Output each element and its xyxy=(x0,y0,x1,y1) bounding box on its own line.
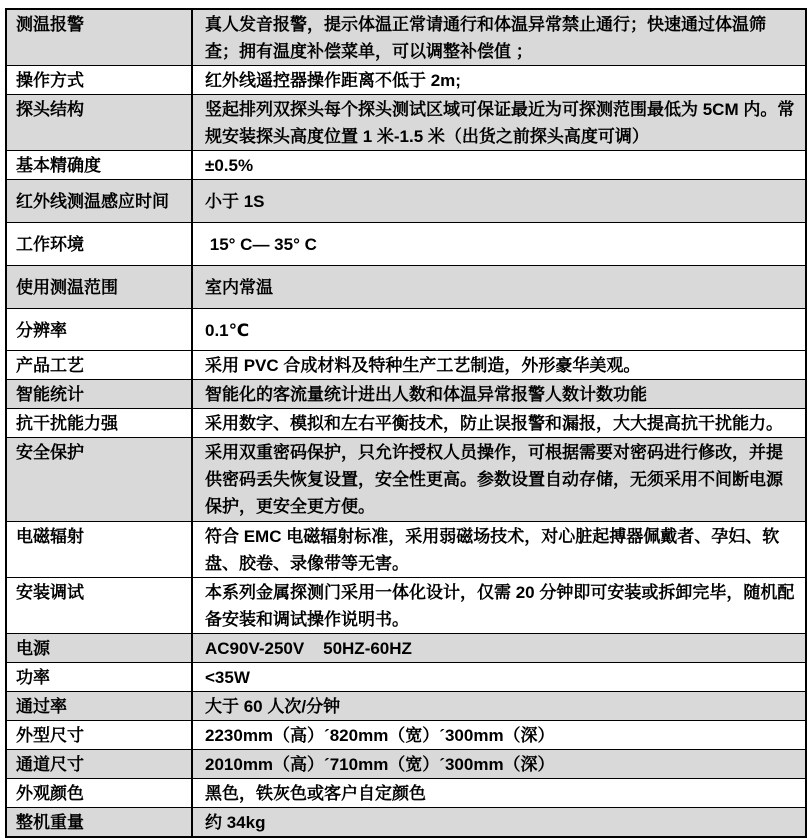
table-row xyxy=(7,380,805,409)
spec-label: 电磁辐射 xyxy=(7,522,193,577)
spec-label: 外观颜色 xyxy=(7,779,193,807)
table-row xyxy=(7,10,805,66)
spec-label: 工作环境 xyxy=(7,223,193,265)
table-row xyxy=(7,692,805,721)
table-row xyxy=(7,223,805,266)
spec-label: 测温报警 xyxy=(7,10,193,65)
spec-label: 功率 xyxy=(7,663,193,691)
spec-label: 分辨率 xyxy=(7,309,193,350)
spec-value: 2010mm（高）´710mm（宽）´300mm（深） xyxy=(205,755,555,774)
spec-value: <35W xyxy=(205,668,250,687)
spec-value: 黑色，铁灰色或客户自定颜色 xyxy=(205,784,426,803)
spec-label: 抗干扰能力强 xyxy=(7,409,193,437)
spec-value: 采用数字、模拟和左右平衡技术，防止误报警和漏报，大大提高抗干扰能力。 xyxy=(205,414,783,433)
spec-value: 2230mm（高）´820mm（宽）´300mm（深） xyxy=(205,726,555,745)
spec-label: 安全保护 xyxy=(7,438,193,521)
spec-label: 安装调试 xyxy=(7,578,193,633)
spec-label: 智能统计 xyxy=(7,380,193,408)
table-row xyxy=(7,438,805,522)
table-row xyxy=(7,180,805,223)
spec-value: 符合 EMC 电磁辐射标准，采用弱磁场技术，对心脏起搏器佩戴者、孕妇、软盘、胶卷、录像带等无害。 xyxy=(205,527,780,573)
spec-value: 智能化的客流量统计进出人数和体温异常报警人数计数功能 xyxy=(205,385,647,404)
spec-label: 电源 xyxy=(7,634,193,662)
spec-value: 0.1℃ xyxy=(205,321,250,340)
spec-value: 本系列金属探测门采用一体化设计，仅需 20 分钟即可安装或拆卸完毕，随机配备安装和调试操作说明书。 xyxy=(205,583,795,629)
table-row xyxy=(7,750,805,779)
spec-value: 15° C— 35° C xyxy=(205,235,317,254)
spec-label: 操作方式 xyxy=(7,66,193,94)
spec-value: 小于 1S xyxy=(205,192,265,211)
spec-value: 竖起排列双探头每个探头测试区域可保证最近为可探测范围最低为 5CM 内。常规安装探头高度位置 1 米-1.5 米（出货之前探头高度可调） xyxy=(205,100,795,146)
spec-value: 真人发音报警，提示体温正常请通行和体温异常禁止通行；快速通过体温筛查；拥有温度补偿菜单，可以调整补偿值 ； xyxy=(205,15,766,61)
table-row xyxy=(7,522,805,578)
table-row xyxy=(7,266,805,309)
spec-value: 红外线遥控器操作距离不低于 2m; xyxy=(205,71,461,90)
table-row xyxy=(7,309,805,351)
spec-value: AC90V-250V 50HZ-60HZ xyxy=(205,639,412,658)
table-row xyxy=(7,779,805,808)
spec-label: 使用测温范围 xyxy=(7,266,193,308)
spec-label: 基本精确度 xyxy=(7,151,193,179)
spec-label: 整机重量 xyxy=(7,808,193,836)
spec-label: 外型尺寸 xyxy=(7,721,193,749)
table-row xyxy=(7,66,805,95)
spec-label: 红外线测温感应时间 xyxy=(7,180,193,222)
product-spec-table xyxy=(5,8,807,838)
table-row xyxy=(7,95,805,151)
spec-label: 通道尺寸 xyxy=(7,750,193,778)
table-row xyxy=(7,351,805,380)
spec-value: 采用 PVC 合成材料及特种生产工艺制造，外形豪华美观。 xyxy=(205,356,641,375)
spec-label: 通过率 xyxy=(7,692,193,720)
table-row xyxy=(7,663,805,692)
spec-value: 大于 60 人次/分钟 xyxy=(205,697,341,716)
spec-value: 室内常温 xyxy=(205,278,273,297)
spec-value: ±0.5% xyxy=(205,156,254,175)
spec-value: 采用双重密码保护，只允许授权人员操作，可根据需要对密码进行修改，并提供密码丢失恢复设置，安全性更高。参数设置自动存储，无须采用不间断电源保护，更安全更方便。 xyxy=(205,443,783,516)
table-row xyxy=(7,721,805,750)
table-row xyxy=(7,634,805,663)
table-row xyxy=(7,578,805,634)
spec-value: 约 34kg xyxy=(205,813,266,832)
spec-label: 探头结构 xyxy=(7,95,193,150)
table-row xyxy=(7,808,805,836)
table-row xyxy=(7,409,805,438)
spec-label: 产品工艺 xyxy=(7,351,193,379)
table-row xyxy=(7,151,805,180)
